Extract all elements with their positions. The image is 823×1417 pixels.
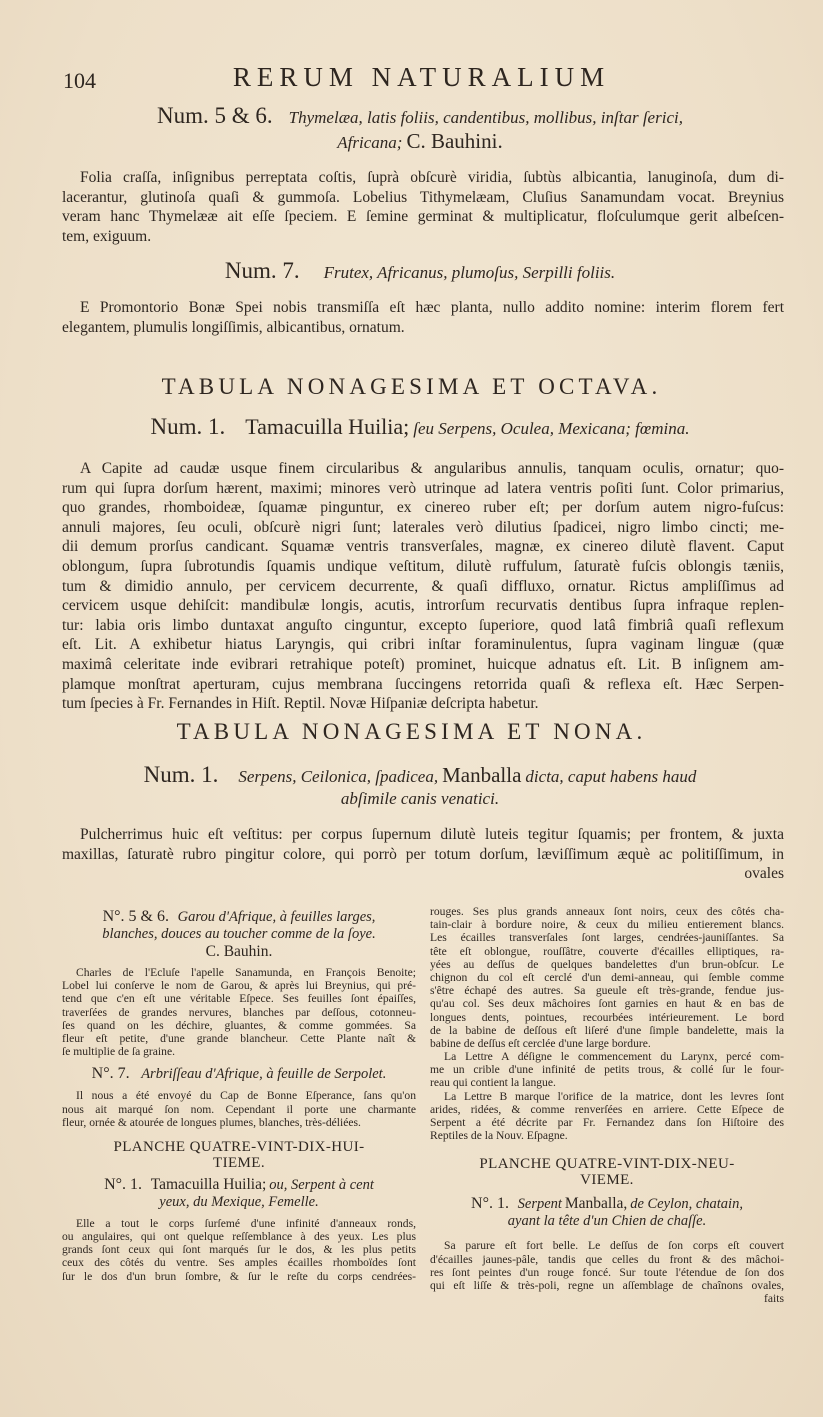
fr-lettre-a-paragraph xyxy=(430,1050,784,1090)
fr-no7-heading xyxy=(62,1065,416,1083)
latin-num56-paragraph xyxy=(62,168,784,246)
num-title: dicta, caput habens haud xyxy=(525,767,697,786)
latin-num56-heading-line2 xyxy=(60,130,780,155)
text-line: quo grandes, rhomboideæ, ſquamæ pinguntur, ex cinereo ruber eſt; per dorſum autem nigro-fuſcus: xyxy=(62,499,784,517)
text-line: qu'au col. Ses deux mâchoires ſont garnies en haut & en bas de xyxy=(430,997,784,1011)
text-line: maximâ celeritate inde evibrari retrahique poteſt) prominet, huicque adnatus eſt. Lit. B inſignem am- xyxy=(62,655,784,673)
catchword: ovales xyxy=(744,865,784,883)
num-title: ou, Serpent à cent xyxy=(269,1176,374,1193)
text-line: tum & dimidio annulo, per cervicem decurrente, & quaſi diffluxo, ornatur. Rictus ampliſſimus ad xyxy=(62,577,784,595)
text-line: Folia craſſa, inſignibus perreptata coſtis, ſuprà obſcurè viridia, ſubtùs albicantia, lanuginoſa, dum di- xyxy=(80,169,784,186)
text-line: tem, exiguum. xyxy=(62,227,152,245)
num-title-italic: Africana; xyxy=(337,133,403,152)
num-label: N°. 1. xyxy=(471,1195,509,1213)
text-line: Charles de l'Ecluſe l'apelle Sanamunda, en François Benoite; xyxy=(76,966,416,979)
text-line: reau qui contient la langue. xyxy=(430,1076,556,1090)
text-line: Lobel lui conſerve le nom de Garou, & après lui Breynius, qui pré- xyxy=(62,979,416,993)
planche-title-line: TIEME. xyxy=(213,1154,265,1171)
french-left-column xyxy=(62,908,416,1283)
text-line: traverſées de grandes nervures, blanches par deſſous, cotonneu- xyxy=(62,1005,416,1019)
text-line: nous ait marqué ſon nom. Cependant il porte une charmante xyxy=(62,1102,416,1116)
text-line: dii demum prorſus candicant. Squamæ ventris transverſales, magnæ, ex cinereo dilutè flavent. Caput xyxy=(62,538,784,556)
text-line: La Lettre A déſigne le commencement du Larynx, percé com- xyxy=(444,1050,784,1064)
text-line: eſt. Lit. A exhibetur hiatus Laryngis, qui cribri inſtar foraminulentus, ſupra vaginam linguæ (quæ xyxy=(62,636,784,654)
text-line: me un crible d'une infinité de petits trous, & collé ſur le four- xyxy=(430,1063,784,1077)
num-label: Num. 1. xyxy=(143,762,219,787)
text-line: ceux des côtés du ventre. Ses amples écailles rhomboïdes ſont xyxy=(62,1256,416,1270)
page-number: 104 xyxy=(63,68,96,93)
text-line: Reptiles de la Nouv. Eſpagne. xyxy=(430,1129,568,1143)
fr-lettre-b-paragraph xyxy=(430,1090,784,1143)
text-line: Sa parure eſt fort belle. Le deſſus de ſon corps eſt couvert xyxy=(444,1239,784,1253)
num-title: ayant la tête d'un Chien de chaſſe. xyxy=(507,1213,707,1230)
text-line: yées au deſſus de quelques bandelettes d'un brun-obſcur. Le xyxy=(430,957,784,971)
num-title-author: C. Bauhini. xyxy=(406,129,503,153)
planche-title-line: VIEME. xyxy=(580,1172,634,1189)
latin-t99-paragraph xyxy=(62,825,784,884)
catchword: faits xyxy=(764,1292,784,1306)
text-line: longues dents, pointues, recourbées intérieurement. Le bord xyxy=(430,1010,784,1024)
fr-t99-no1-heading xyxy=(430,1195,784,1230)
text-line: s'être échapé des autres. Sa gueule eſt très-grande, fendue jus- xyxy=(430,984,784,998)
text-line: plamque monſtrat aperturam, cujus membrana ſuccingens retorrida quaſi & reflexa eſt. Hæc Serpen- xyxy=(62,675,784,693)
text-line: maxillas, ſaturatè rubro pingitur colore, qui porrò per totum dorſum, læviſſimum æquè ac politiſſimum, in xyxy=(62,845,784,863)
text-line: Pulcherrimus huic eſt veſtitus: per corpus ſupernum dilutè luteis tegitur ſquamis; per frontem, & juxta xyxy=(80,826,784,843)
text-line: chignon du col eſt cerclé d'un demi-anneau, qui ſemble comme xyxy=(430,970,784,984)
text-line: ou angulaires, qui ont quelque reſſemblance à des yeux. Les plus xyxy=(62,1230,416,1244)
text-line: arides, ridées, & comme renverſées en arriere. Cette Eſpece de xyxy=(430,1102,784,1116)
text-line: oblongum, ſupra ſubrotundis ſquamis undique veſtitum, dilutè ruffulum, ſaturatè fuſcis oblongis tæniis, xyxy=(62,557,784,575)
text-line: fleur, ornée & atourée de longues plumes, blanches, très-déliées. xyxy=(62,1115,361,1129)
num-label: Num. 7. xyxy=(224,258,300,283)
text-line: tête eſt oblongue, rouſſâtre, couverte d'écailles elliptiques, ra- xyxy=(430,944,784,958)
tabula-98-title: TABULA NONAGESIMA ET OCTAVA. xyxy=(161,374,662,399)
num-title: abſimile canis venatici. xyxy=(340,789,500,808)
text-line: cervicem usque dehiſcit: mandibulæ longis, acutis, introrſum recurvatis dentibus ſupra infraque replen- xyxy=(62,597,784,615)
species-name: Manballa, xyxy=(564,1195,628,1213)
latin-num56-heading xyxy=(60,105,780,130)
fr-t99-paragraph xyxy=(430,1239,784,1305)
num-title: ſeu Serpens, Oculea, Mexicana; fœmina. xyxy=(413,419,690,438)
running-title: RERUM NATURALIUM xyxy=(232,62,611,92)
text-line: veram hanc Thymelææ ait eſſe ſpeciem. E ſemine germinat & multiplicatur, floſculumque gerit albeſcen- xyxy=(62,208,784,226)
num-label: Num. 1. xyxy=(150,414,226,439)
fr-no56-paragraph xyxy=(62,966,416,1058)
num-label: N°. 1. xyxy=(104,1175,143,1193)
text-line: rouges. Ses plus grands anneaux ſont noirs, ceux des côtés cha- xyxy=(430,905,784,918)
text-line: E Promontorio Bonæ Spei nobis transmiſſa eſt hæc planta, nullo addito nomine: interim florem fert xyxy=(80,299,784,316)
text-line: babine de deſſus eſt cerclée d'une large bordure. xyxy=(430,1036,651,1050)
latin-num7-paragraph xyxy=(62,298,784,337)
num-title: yeux, du Mexique, Femelle. xyxy=(159,1193,319,1210)
text-line: ſes quand on les déchire, gluantes, & comme gommées. Sa xyxy=(62,1018,416,1032)
text-line: elegantem, plumulis longiſſimis, albicantibus, ornatum. xyxy=(62,318,405,336)
text-line: Il nous a été envoyé du Cap de Bonne Eſperance, ſans qu'on xyxy=(76,1089,416,1103)
text-line: rum qui ſupra dorſum hærent, maximi; minores verò utrinque ad latera ventris poſiti ſunt. Color primarius, xyxy=(62,479,784,497)
text-line: annuli majores, ſeu oculi, obſcurè nigri ſunt; laterales verò dilutius ſpadicei, nigro limbo cincti; me- xyxy=(62,518,784,536)
num-title: Frutex, Africanus, plumoſus, Serpilli foliis. xyxy=(323,263,616,282)
text-line: fleur eſt petite, d'une grande blancheur. Cette Plante naît & xyxy=(62,1031,416,1045)
running-head xyxy=(0,62,823,96)
text-line: grands ſont ceux qui ſont marqués ſur le dos, & les plus petits xyxy=(62,1243,416,1257)
planche-title-line: PLANCHE QUATRE-VINT-DIX-NEU- xyxy=(479,1156,735,1173)
species-name: Tamacuilla Huilia; xyxy=(245,414,410,439)
text-line: ſe multiplie de ſa graine. xyxy=(62,1045,175,1059)
text-line: tum ſpecies à Fr. Fernandes in Hiſt. Reptil. Novæ Hiſpaniæ deſcripta habetur. xyxy=(62,695,539,713)
num-title: blanches, douces au toucher comme de la ſoye. xyxy=(102,926,376,942)
text-line: res ſont peintes d'un rouge foncé. Sur toute l'étendue de ſon dos xyxy=(430,1265,784,1279)
num-title: de Ceylon, chatain, xyxy=(630,1196,743,1213)
num-title: Thymelæa, latis foliis, candentibus, mollibus, inſtar ſerici, xyxy=(288,108,683,127)
fr-no56-heading xyxy=(62,908,416,961)
text-line: qui eſt liſſe & très-poli, regne un aſſemblage de chaînons ovales, xyxy=(430,1278,784,1292)
num-label: Num. 5 & 6. xyxy=(157,103,273,128)
num-title: Serpent xyxy=(517,1196,562,1213)
latin-t99-num1-heading xyxy=(60,764,780,789)
planche-title-line: PLANCHE QUATRE-VINT-DIX-HUI- xyxy=(113,1138,365,1155)
text-line: A Capite ad caudæ usque finem circularibus & angularibus annulis, tanquam oculis, ornatur; quo- xyxy=(80,460,784,477)
text-line: tur: labia oris limbo duntaxat anguſto cinguntur, excepto ſuperiore, quod latâ fimbriâ quaſi reflexum xyxy=(62,616,784,634)
species-name: Tamacuilla Huilia; xyxy=(150,1175,267,1193)
text-line: d'écailles jaunes-pâle, tandis que celles du front & des mâchoi- xyxy=(430,1252,784,1266)
num-title: Garou d'Afrique, à feuilles larges, xyxy=(177,909,376,925)
num-title: Arbriſſeau d'Afrique, à feuille de Serpolet. xyxy=(141,1066,387,1083)
latin-num7-heading xyxy=(60,260,780,285)
text-line: tain-clair à bordure noire, & ceux du milieu entierement blancs. xyxy=(430,918,784,932)
text-line: lacerantur, glutinoſa quaſi & gummoſa. Lobelius Tithymelæam, Cluſius Sanamundam vocat. Breynius xyxy=(62,188,784,206)
num-label: N°. 5 & 6. xyxy=(102,908,169,925)
text-line: Serpent a été décrite par Fr. Fernandez dans ſon Hiſtoire des xyxy=(430,1116,784,1129)
latin-t99-num1-heading-line2 xyxy=(60,788,780,811)
num-title-author: C. Bauhin. xyxy=(205,943,273,960)
planche-98-title xyxy=(62,1139,416,1171)
text-line: tend que c'en eſt une véritable Eſpece. Ses feuilles ſont épaiſſes, xyxy=(62,992,416,1006)
tabula-99-title: TABULA NONAGESIMA ET NONA. xyxy=(176,719,647,744)
text-line: Elle a tout le corps ſurſemé d'une infinité d'anneaux ronds, xyxy=(76,1216,416,1230)
text-line: ſur le dos d'un brun ſombre, & ſur le reſte du corps cendrées- xyxy=(62,1269,416,1283)
fr-t98-paragraph xyxy=(62,1217,416,1283)
text-line: La Lettre B marque l'orifice de la matrice, dont les levres ſont xyxy=(444,1089,784,1103)
num-label: N°. 7. xyxy=(91,1065,130,1083)
text-line: Les écailles transverſales ſont larges, cendrées-jauniſſantes. Sa xyxy=(430,931,784,945)
fr-no7-paragraph xyxy=(62,1089,416,1129)
latin-t98-num1-heading xyxy=(60,416,780,441)
latin-t98-paragraph xyxy=(62,459,784,714)
species-name: Manballa xyxy=(442,763,522,787)
french-right-column xyxy=(430,905,784,1305)
text-line: de la babine de deſſous eſt liſeré d'une ſimple bandelette, mais la xyxy=(430,1023,784,1037)
fr-t98-continuation xyxy=(430,905,784,1050)
num-title: Serpens, Ceilonica, ſpadicea, xyxy=(238,767,439,786)
planche-99-title xyxy=(430,1156,784,1188)
fr-t98-no1-heading xyxy=(62,1176,416,1211)
